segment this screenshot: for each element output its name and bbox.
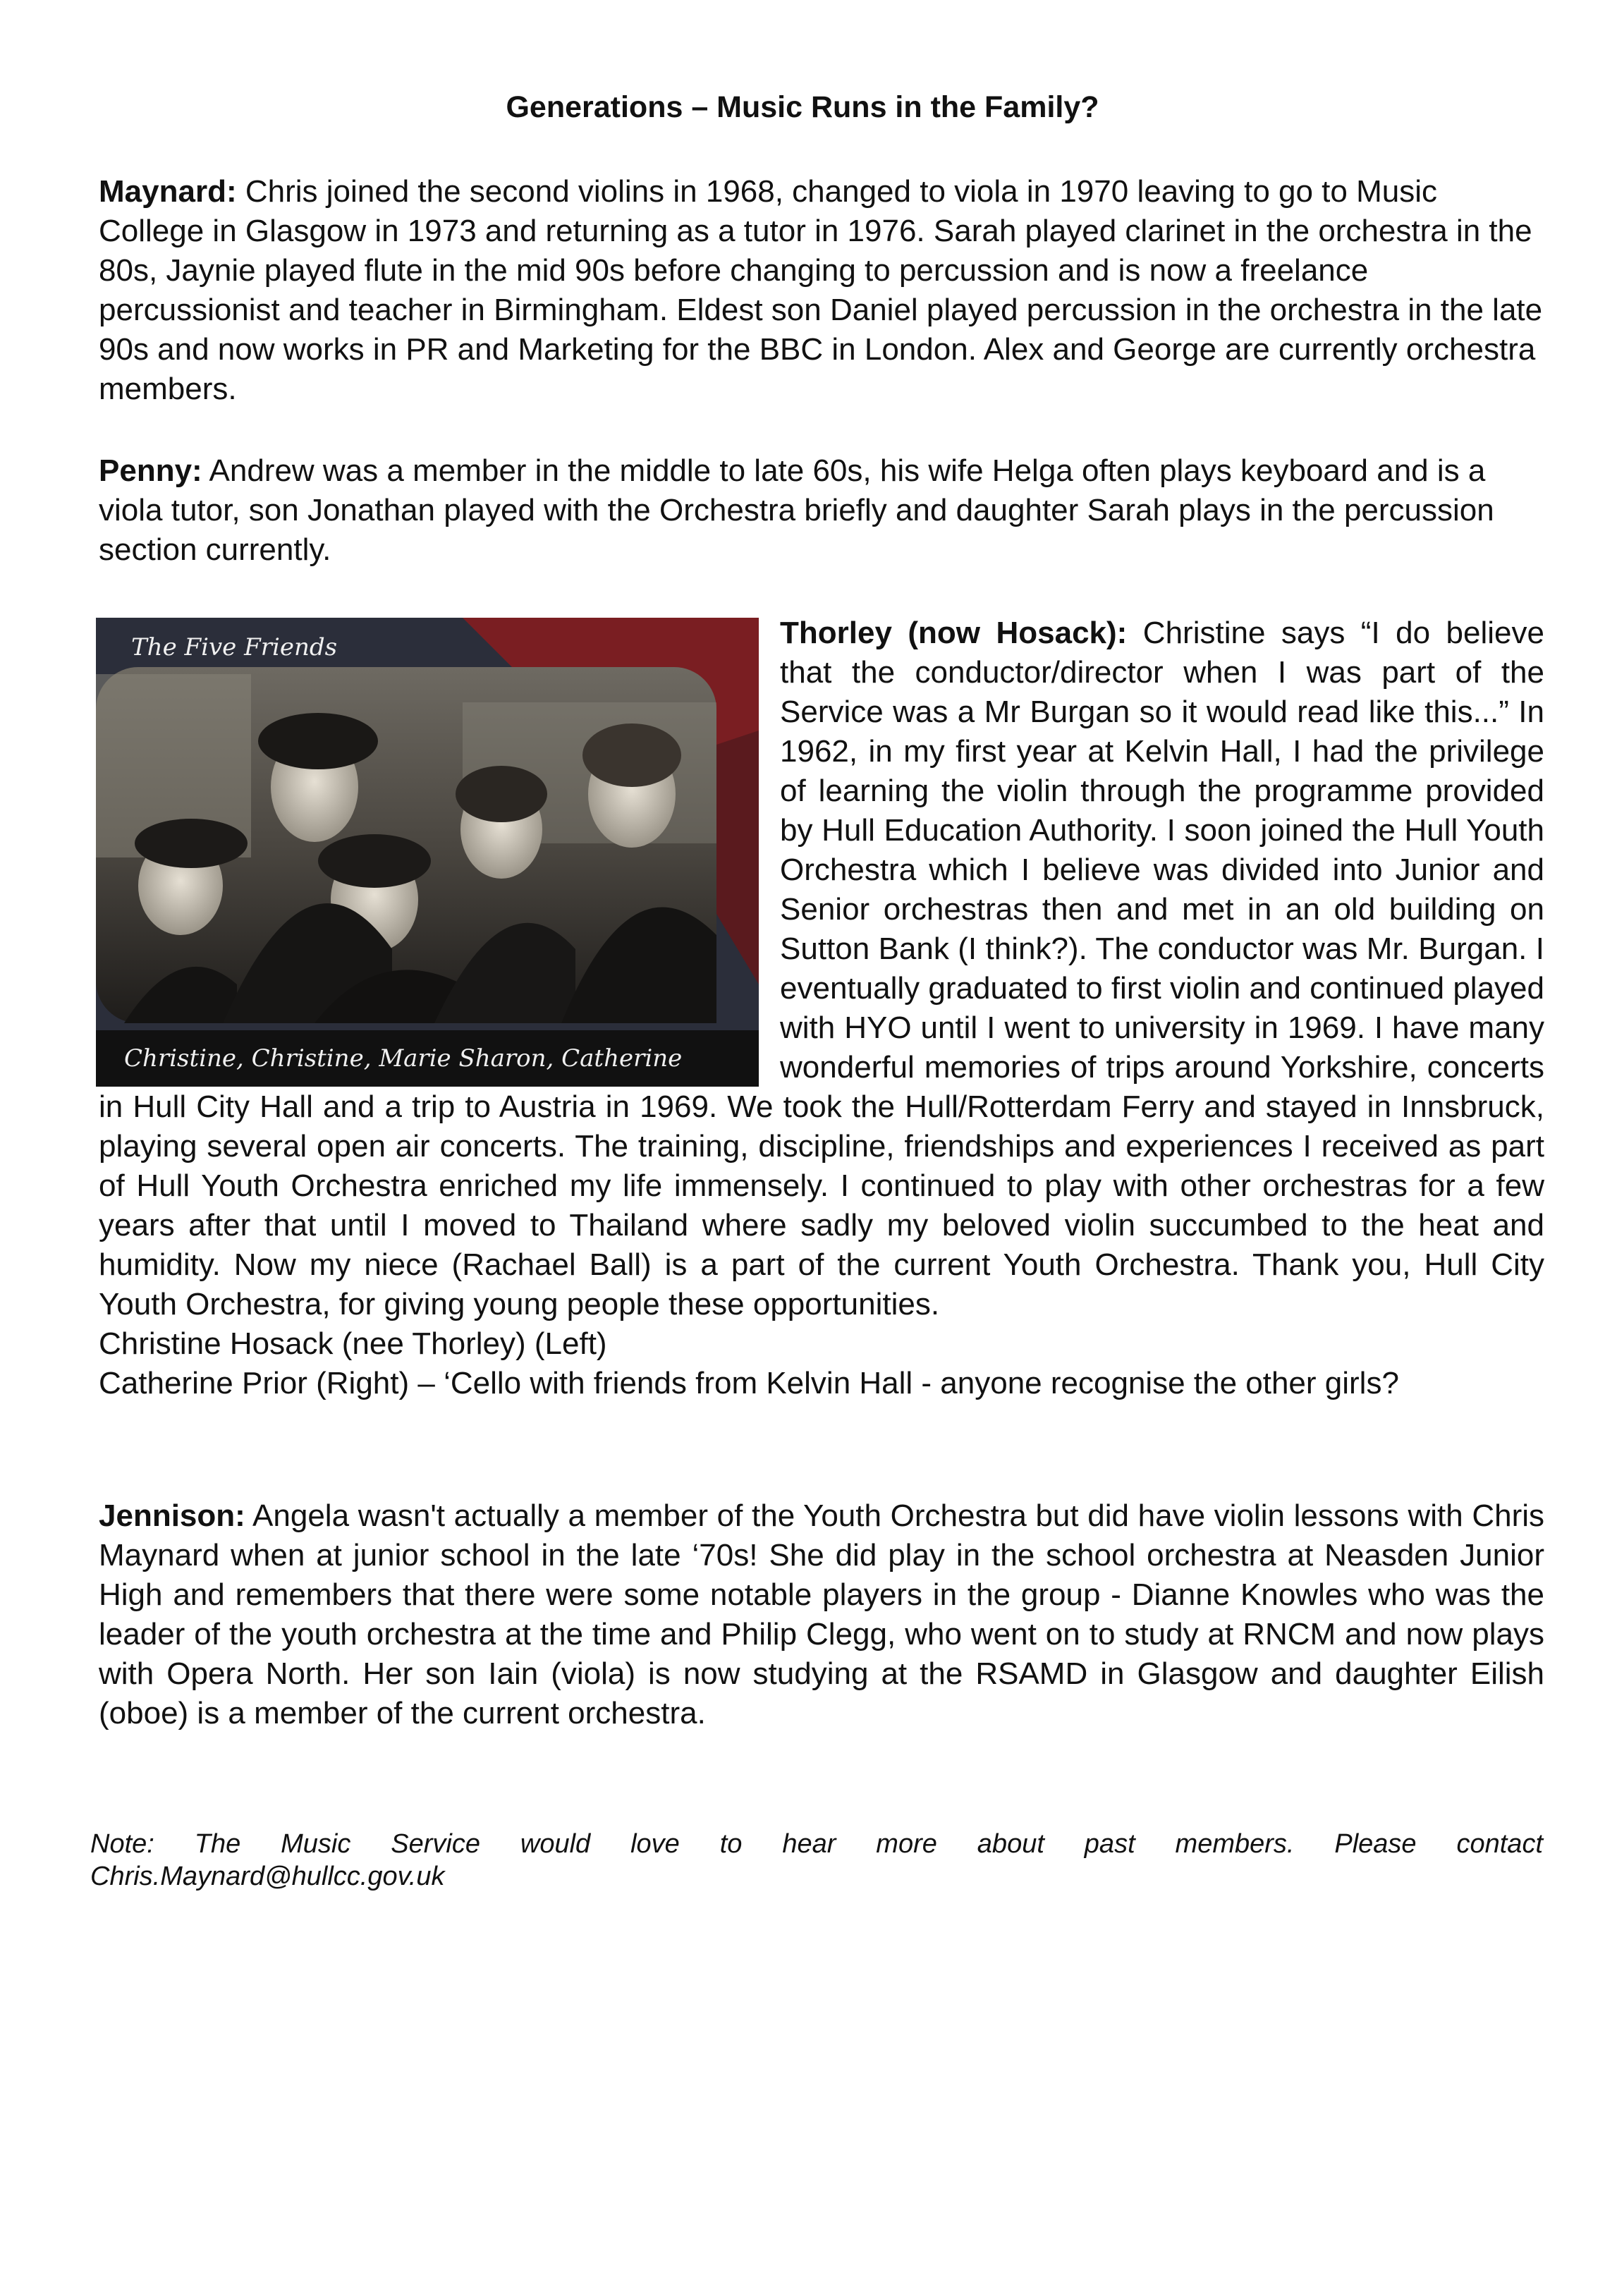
section-text: Andrew was a member in the middle to late 60s, his wife Helga often plays keyboard and is a viola tutor, son Jonathan played with the Orchestra briefly and daughter Sarah plays in the percussion section currently.	[99, 453, 1494, 567]
section-name: Jennison:	[99, 1498, 245, 1533]
photo-caption-bottom: Christine, Christine, Marie Sharon, Catherine	[124, 1044, 683, 1073]
photo-caption-line-2: Catherine Prior (Right) – ‘Cello with friends from Kelvin Hall - anyone recognise the other girls?	[99, 1366, 1399, 1400]
page-title: Generations – Music Runs in the Family?	[506, 90, 1099, 124]
photo-caption-top: The Five Friends	[131, 633, 338, 661]
section-maynard	[99, 172, 1544, 409]
photo-caption-line-1: Christine Hosack (nee Thorley) (Left)	[99, 1326, 607, 1361]
section-name: Penny:	[99, 453, 202, 488]
section-text: Angela wasn't actually a member of the Youth Orchestra but did have violin lessons with Chris Maynard when at junior school in the late ‘70s! She did play in the school orchestra at Neasden Junior High and remembers that there were some notable players in the group - Dianne Knowles who was the leader of the youth orchestra at the time and Philip Clegg, who went on to study at RNCM and now plays with Opera North. Her son Iain (viola) is now studying at the RSAMD in Glasgow and daughter Eilish (oboe) is a member of the current orchestra.	[99, 1498, 1545, 1730]
section-text: Christine says “I do believe that the conductor/director when I was part of the Service was a Mr Burgan so it would read like this...” In 1962, in my first year at Kelvin Hall, I had the privilege of learning the violin through the programme provided by Hull Education Authority. I soon joined the Hull Youth Orchestra which I believe was divided into Junior and Senior orchestras then and met in an old building on Sutton Bank (I think?). The conductor was Mr. Burgan. I eventually graduated to first violin and continued played with HYO until I went to university in 1969. I have many wonderful memories of trips around Yorkshire, concerts in Hull City Hall and a trip to Austria in 1969. We took the Hull/Rotterdam Ferry and stayed in Innsbruck, playing several open air concerts. The training, discipline, friendships and experiences I received as part of Hull Youth Orchestra enriched my life immensely. I continued to play with other orchestras for a few years after that until I moved to Thailand where sadly my beloved violin succumbed to the heat and humidity. Now my niece (Rachael Ball) is a part of the current Youth Orchestra. Thank you, Hull City Youth Orchestra, for giving young people these opportunities.	[99, 616, 1544, 1321]
section-name: Maynard:	[99, 174, 237, 209]
section-thorley	[99, 613, 1544, 1403]
section-text: Chris joined the second violins in 1968, changed to viola in 1970 leaving to go to Music College in Glasgow in 1973 and returning as a tutor in 1976. Sarah played clarinet in the orchestra in the 80s, Jaynie played flute in the mid 90s before changing to percussion and is now a freelance percussionist and teacher in Birmingham. Eldest son Daniel played percussion in the orchestra in the late 90s and now works in PR and Marketing for the BBC in London. Alex and George are currently orchestra members.	[99, 174, 1543, 406]
note-email-link[interactable]: Chris.Maynard@hullcc.gov.uk	[90, 1862, 445, 1891]
section-name: Thorley (now Hosack):	[780, 616, 1128, 650]
note-text: Note: The Music Service would love to hear more about past members. Please contact	[90, 1829, 1543, 1859]
section-jennison	[99, 1496, 1544, 1733]
section-penny	[99, 451, 1544, 570]
photo-the-five-friends	[96, 618, 759, 1087]
photo-image	[96, 618, 759, 1087]
